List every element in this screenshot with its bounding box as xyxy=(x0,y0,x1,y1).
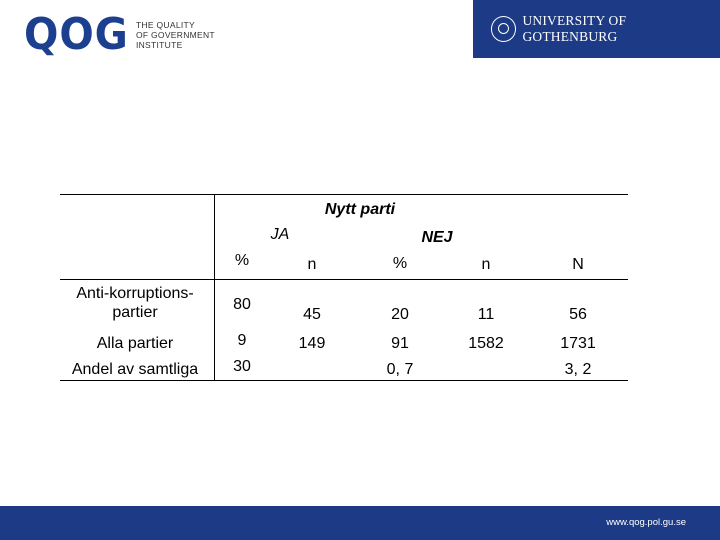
qog-logo xyxy=(24,9,215,60)
table-cell: 20 xyxy=(391,306,409,323)
table-cell: 9 xyxy=(237,332,247,349)
university-seal-icon xyxy=(491,16,516,42)
qog-logo-line: OF GOVERNMENT xyxy=(135,30,215,40)
university-name: UNIVERSITY OF GOTHENBURG xyxy=(522,13,627,44)
table-bottom-rule xyxy=(60,380,628,381)
row-label xyxy=(60,284,210,322)
group-ja-header: JA xyxy=(270,226,290,243)
row-label-line: partier xyxy=(112,304,158,321)
qog-logo-line: INSTITUTE xyxy=(135,40,183,50)
university-banner xyxy=(473,0,720,58)
table-cell: 91 xyxy=(391,335,409,352)
table-header-rule xyxy=(60,279,628,280)
table-cell: 1731 xyxy=(560,335,596,352)
qog-logo-mark: QOG xyxy=(24,9,129,60)
table-cell: 1582 xyxy=(468,335,504,352)
footer-url: www.qog.pol.gu.se xyxy=(606,517,686,528)
qog-logo-line: THE QUALITY xyxy=(135,20,195,30)
table-cell: 45 xyxy=(303,306,321,323)
table-cell: 11 xyxy=(477,306,495,323)
qog-logo-text xyxy=(136,20,215,50)
col-header-nej-percent: % xyxy=(392,255,408,272)
table-top-rule xyxy=(60,194,628,195)
group-nej-header: NEJ xyxy=(421,229,453,246)
table-title: Nytt parti xyxy=(324,201,396,218)
col-header-total-n: N xyxy=(572,256,584,273)
row-label: Andel av samtliga xyxy=(71,361,199,378)
col-header-ja-percent: % xyxy=(234,252,250,269)
table-cell: 80 xyxy=(233,296,251,313)
table-cell: 56 xyxy=(569,306,587,323)
footer-bar xyxy=(0,506,720,540)
table-cell: 3, 2 xyxy=(564,361,592,378)
table-label-divider xyxy=(214,194,215,381)
col-header-nej-n: n xyxy=(481,256,491,273)
row-label: Alla partier xyxy=(96,335,174,352)
col-header-ja-n: n xyxy=(307,256,317,273)
table-cell: 30 xyxy=(233,358,251,375)
table-cell: 149 xyxy=(298,335,326,352)
table-cell: 0, 7 xyxy=(386,361,414,378)
row-label-line: Anti-korruptions- xyxy=(76,285,194,302)
